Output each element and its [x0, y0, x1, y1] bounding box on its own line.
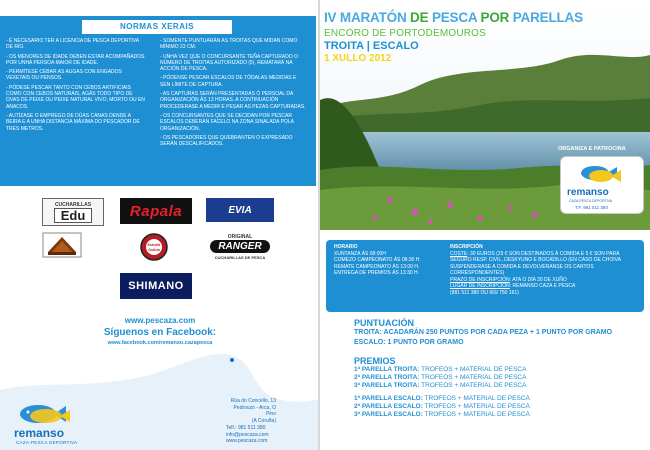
title-part: POR — [480, 10, 513, 25]
card-phone: T.F. 981 511 380 — [575, 205, 608, 210]
remanso-fish-icon — [573, 161, 633, 189]
estrella-text: Estrella — [147, 243, 161, 247]
title-part: DE — [410, 10, 432, 25]
norma-item: - É NECESARIO TER A LICENCIA DE PESCA DEPORTIVA DE RÍO. — [6, 38, 139, 51]
premio-value: TROFEOS + MATERIAL DE PESCA — [419, 366, 527, 373]
horario-line: REMATE CAMPEONATO ÁS 13:00 H. — [334, 263, 420, 270]
lugar-text: : REMANSO CAZA E PESCA — [509, 283, 576, 289]
address-line: Rúa do Concello, 13 — [230, 398, 276, 404]
sponsor-card — [560, 156, 644, 214]
norma-item: - AS CAPTURAS SERÁN PRESENTADAS Ó PERSOAL DA ORGANIZACIÓN ÁS 13 HORAS. A CONTINUACIÓN PROCEDERASE A MEDIR E PESAR AS PEZAS CAPTURADAS. — [160, 91, 306, 110]
horario-line: XUNTANZA ÁS 08:00H — [334, 250, 386, 257]
phones: (981 511 380 OU 669 750 161) — [450, 289, 519, 296]
puntuacion-line: TROITA: ACADARÁN 250 PUNTOS POR CADA PEZA + 1 PUNTO POR GRAMO — [354, 329, 613, 336]
address-line: (A Coruña) — [251, 417, 276, 424]
card-brand: remanso — [567, 187, 609, 198]
contact-phone: Telf.: 981 511 380 — [226, 425, 266, 431]
contact-email[interactable]: info@pescaza.com — [226, 431, 269, 438]
premio-value: TROFEOS + MATERIAL DE PESCA — [419, 374, 527, 381]
headline — [324, 10, 646, 64]
normas-col-2 — [160, 38, 306, 150]
title-part: IV MARATÓN — [324, 10, 411, 25]
card-sub: CAZA-PESCA DEPORTIVA — [569, 199, 613, 203]
norma-item: - OS PESCADORES QUE QUEBRANTEN O EXPRESADO SERÁN DESCALIFICADOS. — [160, 134, 293, 148]
svg-text:Galicia: Galicia — [148, 248, 160, 252]
organiza-label: ORGANIZA E PATROCINA — [558, 146, 626, 152]
premio-line — [354, 411, 644, 419]
premio-key: 2ª PARELLA ESCALO: — [354, 403, 423, 410]
horario-line: COMEZO CAMPEONATO ÁS 08:30 H. — [334, 257, 421, 263]
norma-item: - PERMÍTESE CEBAR AS AUGAS CON ENGADOS VEXETAIS OU PENSOS. — [6, 69, 122, 82]
premio-value: TROFEOS + MATERIAL DE PESCA — [422, 403, 530, 410]
footer-brand-sub: CAZA-PESCA DEPORTIVA — [16, 440, 78, 445]
horario-block — [334, 244, 454, 277]
coste-text: : 30 EUROS (25 € SON DESTINADOS Á COMIDA E 5 € SON PARA SEGURO RESP. CIVIL, DESKYUNO E BOCADILLO (EN CASO DE CHOIVA SUSPENDERASE A COMIDA E DEVOLVERANSE OS CARTOS CORRESPONDENTES) — [450, 250, 621, 276]
event-date: 1 XULLO 2012 — [324, 53, 392, 64]
premio-key: 3ª PARELLA TROITA: — [354, 382, 420, 389]
cabin-logo — [42, 232, 82, 258]
edu-logo-text: Edu — [54, 208, 93, 223]
coste-label: COSTE — [450, 250, 468, 257]
right-page — [320, 0, 650, 450]
norma-item: - OS MENORES DE IDADE DEBEN ESTAR ACOMPAÑADOS POR UNHA PERSOA MAIOR DE IDADE. — [6, 53, 145, 66]
evia-logo: EVIA — [206, 198, 274, 222]
premio-line — [354, 366, 644, 374]
premio-line — [354, 403, 644, 411]
event-title — [324, 10, 646, 25]
premios-title: PREMIOS — [354, 356, 396, 366]
ranger-bottom: CUCHARILLAS DE PESCA — [214, 255, 266, 260]
prazo-label: PRAZO DE INSCRIPCIÓN — [450, 276, 510, 283]
norma-item: - UNHA VEZ QUE O CONCURSANTE TEÑA CAPTURADO O NÚMERO DE TROITAS AUTORIZADO (5), REMATARÁ NA ACCIÓN DE PESCA. — [160, 53, 298, 73]
premio-line — [354, 382, 644, 390]
event-location: ENCORO DE PORTODEMOUROS — [324, 28, 487, 39]
premio-key: 1ª PARELLA TROITA: — [354, 366, 420, 373]
title-part: PARELLAS — [512, 10, 583, 25]
inscricion-block — [450, 244, 640, 296]
premio-value: TROFEOS + MATERIAL DE PESCA — [422, 411, 530, 418]
premio-value: TROFEOS + MATERIAL DE PESCA — [419, 382, 527, 389]
rapala-logo: Rapala — [120, 198, 192, 224]
premio-key: 3ª PARELLA ESCALO: — [354, 411, 423, 418]
title-part: PESCA — [431, 10, 481, 25]
edu-logo — [42, 198, 104, 226]
footer-contacts — [226, 425, 286, 445]
puntuacion-section — [354, 318, 644, 347]
footer-brand: remanso — [14, 426, 65, 440]
premio-key: 2ª PARELLA TROITA: — [354, 374, 420, 381]
facebook-label: Síguenos en Facebook: — [103, 327, 217, 338]
normas-col-1 — [6, 38, 146, 135]
premio-key: 1ª PARELLA ESCALO: — [354, 395, 423, 402]
left-page — [0, 0, 318, 450]
website-link[interactable]: www.pescaza.com — [124, 316, 196, 325]
puntuacion-line: ESCALO: 1 PUNTO POR GRAMO — [354, 338, 464, 346]
norma-item: - OS CONCURSANTES QUE SE DECIDAN POR PESCAR ESCALOS DEBERÁN FACELO NA ZONA SINALADA POLA ORGANIZACIÓN. — [160, 112, 294, 132]
premio-line — [354, 395, 644, 403]
shimano-logo: SHIMANO — [120, 273, 192, 299]
horario-line: ENTREGA DE PREMIOS ÁS 13:30 H. — [334, 270, 420, 276]
footer-address — [226, 398, 276, 424]
norma-item: - PÓDENSE PESCAR ESCALOS DE TÓDALAS MEDIDAS E SEN LÍMITE DE CAPTURA. — [160, 75, 297, 88]
puntuacion-title: PUNTUACIÓN — [354, 318, 414, 328]
norma-item: - AUTÍZASE O EMPREGO DE DÚAS CANAS DENDE A BEIRA E A UNHA DISTANCIA MÁXIMA DO PESCADOR DE TRES METROS. — [6, 112, 140, 132]
contact-web[interactable]: www.pescaza.com — [226, 438, 268, 444]
lugar-label: LUGAR DE INSCRIPCIÓN — [450, 283, 510, 289]
inscricion-title: INSCRIPCIÓN — [450, 244, 483, 250]
address-line: Pedrouzo - Arca, O Pino — [233, 404, 276, 417]
normas-box — [0, 16, 316, 186]
ranger-top: ORIGINAL — [227, 234, 253, 240]
prazo-text: : ATA O DÍA 30 DE XUÑO — [509, 276, 567, 283]
estrella-galicia-logo — [138, 232, 170, 262]
facebook-link[interactable]: www.facebook.com/remanso.cazapesca — [107, 340, 213, 346]
edu-logo-top: CUCHARILLAS — [54, 201, 92, 208]
ranger-text: RANGER — [210, 240, 269, 253]
premio-value: TROFEOS + MATERIAL DE PESCA — [422, 395, 530, 402]
norma-item: - PÓDESE PESCAR TANTO CON CEBOS ARTIFICIAIS COMO CON CEBOS NATURAIS, AGÁS TODO TIPO DE OVAS DE PEIXE OU PEIXE NATURAL VIVO, MORTO OU EN ANACOS. — [6, 84, 145, 110]
premios-section — [354, 356, 644, 419]
ranger-logo — [206, 230, 274, 264]
normas-title: NORMAS XERAIS — [82, 20, 232, 34]
premio-line — [354, 374, 644, 382]
info-box — [326, 240, 644, 312]
horario-title: HORARIO — [334, 244, 358, 250]
web-info — [70, 316, 250, 346]
norma-item: - SOMENTE PUNTUARÁN AS TROITAS QUE MIDAN COMO MÍNIMO 23 CM. — [160, 38, 298, 51]
event-species: TROITA | ESCALO — [324, 40, 419, 52]
